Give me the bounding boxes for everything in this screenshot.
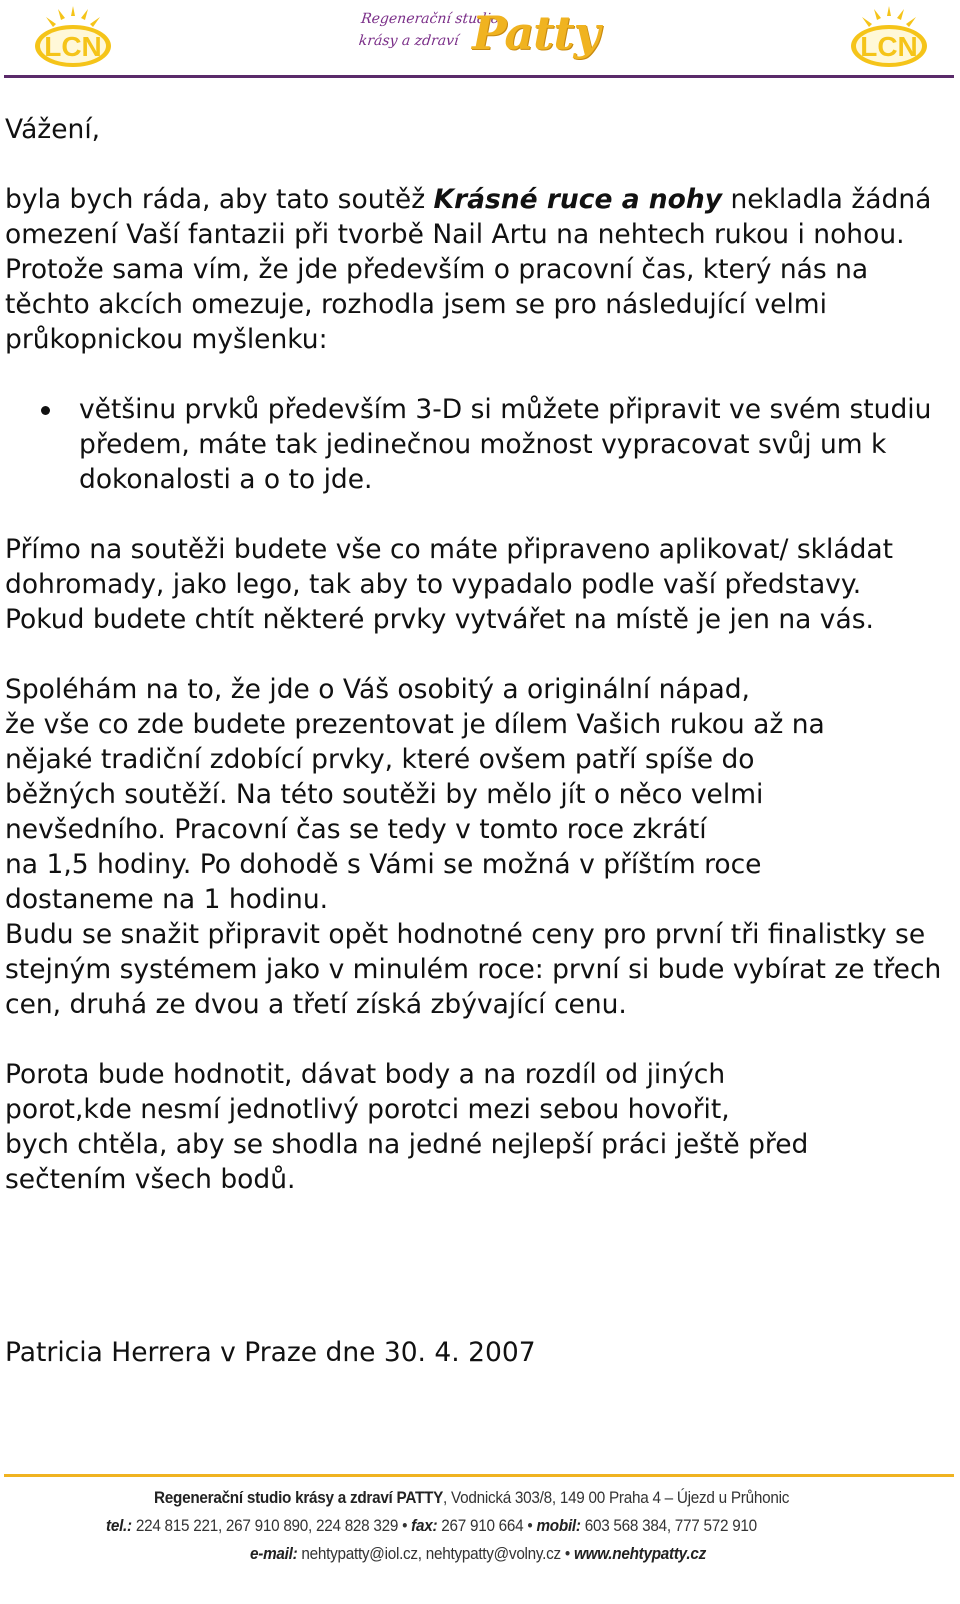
website-link[interactable]: www.nehtypatty.cz	[573, 1544, 706, 1563]
footer-address: Regenerační studio krásy a zdraví PATTY, Vodnická 303/8, 149 00 Praha 4 – Újezd u Průhonic	[154, 1488, 790, 1507]
footer-divider	[4, 1474, 954, 1477]
studio-patty-logo	[360, 4, 600, 74]
lcn-logo-left	[32, 2, 114, 68]
greeting: Vážení,	[5, 114, 101, 145]
bullet-icon	[41, 406, 50, 415]
footer-contacts: e-mail: nehtypatty@iol.cz, nehtypatty@volny.cz • www.nehtypatty.cz	[250, 1544, 706, 1563]
svg-text:LCN: LCN	[860, 31, 918, 62]
header-divider	[4, 75, 954, 78]
competition-name: Krásné ruce a nohy	[433, 184, 723, 215]
paragraph-intro: byla bych ráda, aby tato soutěž Krásné ruce a nohy nekladla žádná omezení Vaší fantazii při tvorbě Nail Artu na nehtech rukou i nohou. Protože sama vím, že jde především o pracovní čas, který nás na těchto akcích omezuje, rozhodla jsem se pro následující velmi průkopnickou myšlenku:	[5, 184, 932, 355]
paragraph-prizes: Budu se snažit připravit opět hodnotné ceny pro první tři finalistky se stejným systémem jako v minulém roce: první si bude vybírat ze třech cen, druhá ze dvou a třetí získá zbývající cenu.	[5, 919, 942, 1020]
footer-phones: tel.: 224 815 221, 267 910 890, 224 828 329 • fax: 267 910 664 • mobil: 603 568 384, 777 572 910	[106, 1516, 757, 1535]
paragraph-assembly: Přímo na soutěži budete vše co máte připraveno aplikovat/ skládat dohromady, jako lego, tak aby to vypadalo podle vaší představy. Pokud budete chtít některé prvky vytvářet na místě je jen na vás.	[5, 534, 894, 635]
studio-tagline: Regenerační studio krásy a zdraví	[358, 11, 500, 49]
signature-line: Patricia Herrera v Praze dne 30. 4. 2007	[5, 1337, 536, 1368]
studio-brand: Patty	[472, 6, 600, 60]
svg-text:LCN: LCN	[44, 31, 102, 62]
paragraph-jury: Porota bude hodnotit, dávat body a na rozdíl od jiných porot,kde nesmí jednotlivý porotci mezi sebou hovořit, bych chtěla, aby se shodla na jedné nejlepší práci ještě před sečtením všech bodů.	[5, 1059, 809, 1195]
bullet-item: většinu prvků především 3-D si můžete připravit ve svém studiu předem, máte tak jedinečnou možnost vypracovat svůj um k dokonalosti a o to jde.	[5, 392, 945, 497]
lcn-logo-right	[848, 2, 930, 68]
letter-body	[5, 112, 945, 1197]
paragraph-originality: Spoléhám na to, že jde o Váš osobitý a originální nápad, že vše co zde budete prezentovat je dílem Vašich rukou až na nějaké tradiční zdobící prvky, které ovšem patří spíše do běžných soutěží. Na této soutěži by mělo jít o něco velmi nevšedního. Pracovní čas se tedy v tomto roce zkrátí na 1,5 hodiny. Po dohodě s Vámi se možná v příštím roce dostaneme na 1 hodinu.	[5, 674, 825, 915]
letterhead	[0, 0, 960, 80]
